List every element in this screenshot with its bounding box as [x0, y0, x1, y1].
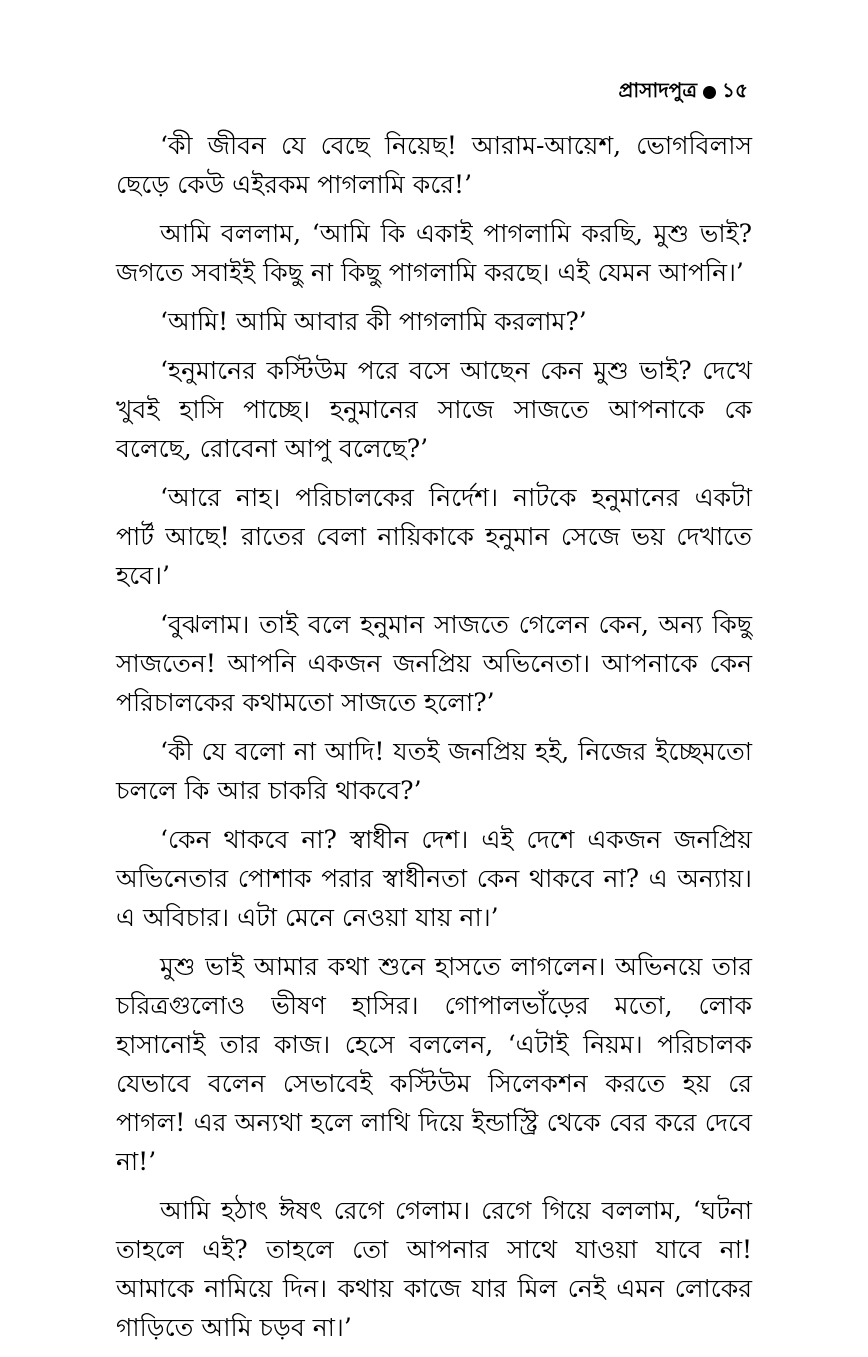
page-body	[116, 126, 752, 1357]
running-header	[619, 76, 749, 109]
book-title: প্রাসাদপুত্র	[618, 78, 698, 102]
paragraph: ‘কী যে বলো না আদি! যতই জনপ্রিয় হই, নিজের ইচ্ছেমতো চললে কি আর চাকরি থাকবে?’	[116, 737, 752, 805]
paragraph: ‘হনুমানের কস্টিউম পরে বসে আছেন কেন মুশু ভাই? দেখে খুবই হাসি পাচ্ছে। হনুমানের সাজে সাজতে আপনাকে কে বলেছে, রোবেনা আপু বলেছে?’	[116, 356, 752, 463]
paragraph: মুশু ভাই আমার কথা শুনে হাসতে লাগলেন। অভিনয়ে তার চরিত্রগুলোও ভীষণ হাসির। গোপালভাঁড়ের মতো, লোক হাসানোই তার কাজ। হেসে বললেন, ‘এটাই নিয়ম। পরিচালক যেভাবে বলেন সেভাবেই কস্টিউম সিলেকশন করতে হয় রে পাগল! এর অন্যথা হলে লাথি দিয়ে ইন্ডাস্ট্রি থেকে বের করে দেবে না!’	[116, 952, 752, 1176]
page-number: ১৫	[722, 78, 748, 102]
paragraph: ‘আরে নাহ। পরিচালকের নির্দেশ। নাটকে হনুমানের একটা পার্ট আছে! রাতের বেলা নায়িকাকে হনুমান সেজে ভয় দেখাতে হবে।’	[116, 483, 752, 590]
paragraph: ‘আমি! আমি আবার কী পাগলামি করলাম?’	[160, 307, 587, 336]
paragraph: ‘কী জীবন যে বেছে নিয়েছ! আরাম-আয়েশ, ভোগবিলাস ছেড়ে কেউ এইরকম পাগলামি করে!’	[116, 131, 752, 199]
paragraph: ‘কেন থাকবে না? স্বাধীন দেশ। এই দেশে একজন জনপ্রিয় অভিনেতার পোশাক পরার স্বাধীনতা কেন থাকবে না? এ অন্যায়। এ অবিচার। এটা মেনে নেওয়া যায় না।’	[116, 825, 752, 932]
paragraph: আমি বললাম, ‘আমি কি একাই পাগলামি করছি, মুশু ভাই? জগতে সবাইই কিছু না কিছু পাগলামি করছে। এই যেমন আপনি।’	[116, 219, 752, 287]
bullet-dot-icon	[703, 86, 716, 99]
paragraph: আমি হঠাৎ ঈষৎ রেগে গেলাম। রেগে গিয়ে বললাম, ‘ঘটনা তাহলে এই? তাহলে তো আপনার সাথে যাওয়া যাবে না! আমাকে নামিয়ে দিন। কথায় কাজে যার মিল নেই এমন লোকের গাড়িতে আমি চড়ব না।’	[116, 1196, 752, 1342]
paragraph: ‘বুঝলাম। তাই বলে হনুমান সাজতে গেলেন কেন, অন্য কিছু সাজতেন! আপনি একজন জনপ্রিয় অভিনেতা। আপনাকে কেন পরিচালকের কথামতো সাজতে হলো?’	[116, 610, 752, 717]
